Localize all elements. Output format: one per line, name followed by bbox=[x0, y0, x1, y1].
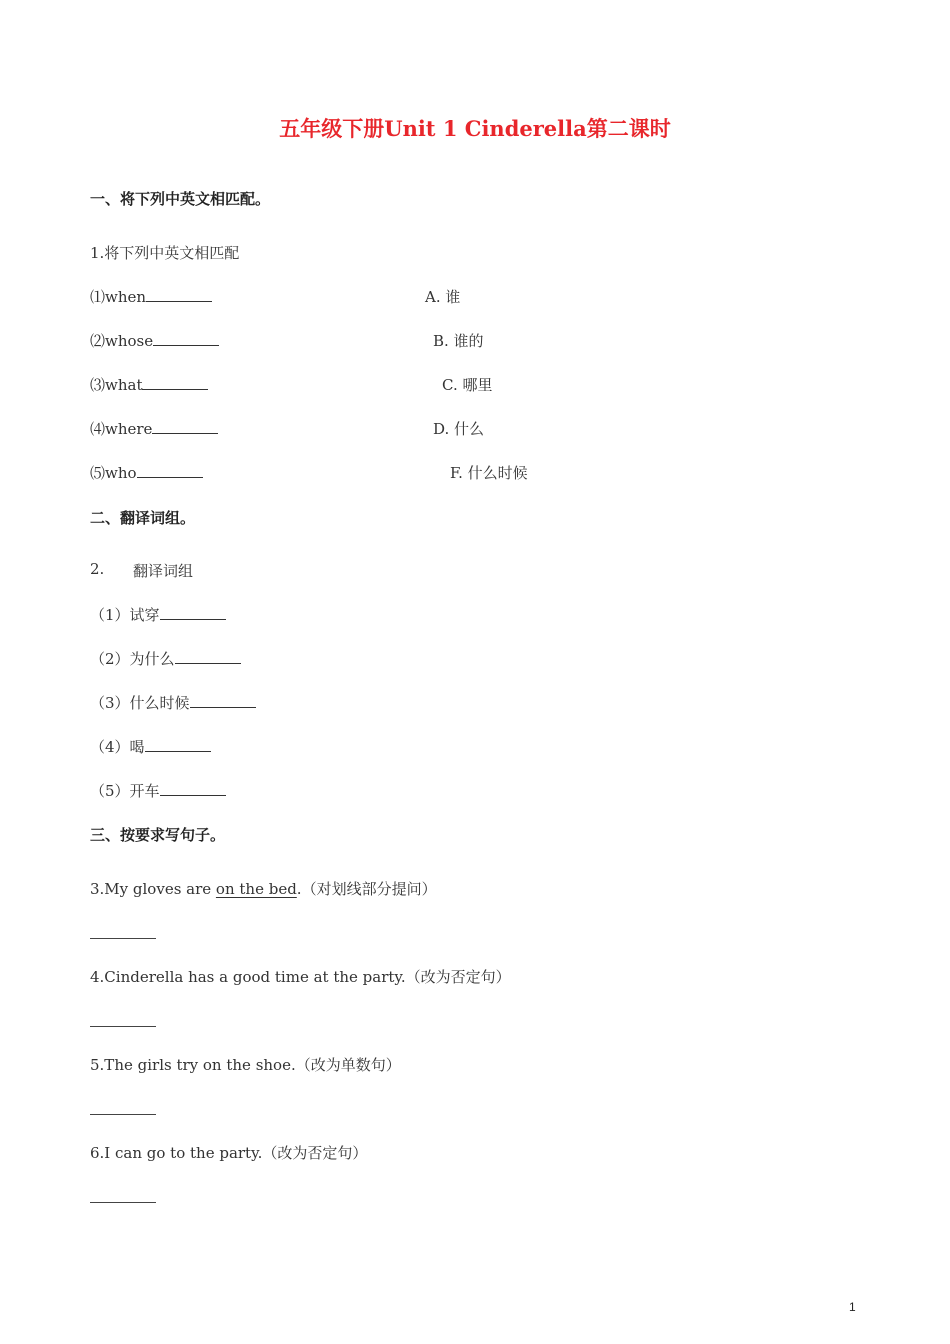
answer-line[interactable] bbox=[90, 938, 156, 939]
page-number: 1 bbox=[849, 1300, 856, 1314]
match-right-item-a: A. 谁 bbox=[425, 288, 461, 306]
match-left-item-3: ⑶what bbox=[90, 374, 208, 395]
match-left-item-5: ⑸who bbox=[90, 462, 203, 483]
answer-blank[interactable] bbox=[142, 375, 208, 390]
answer-blank[interactable] bbox=[175, 649, 241, 664]
page-title: 五年级下册Unit 1 Cinderella第二课时 bbox=[279, 116, 671, 141]
answer-line[interactable] bbox=[90, 1114, 156, 1115]
section-2-heading: 二、翻译词组。 bbox=[90, 509, 196, 527]
answer-blank[interactable] bbox=[145, 737, 211, 752]
match-left-item-1: ⑴when bbox=[90, 286, 212, 307]
answer-blank[interactable] bbox=[152, 419, 218, 434]
translate-item-5: （5）开车 bbox=[90, 780, 226, 801]
match-right-item-d: D. 什么 bbox=[433, 420, 485, 438]
translate-item-4: （4）喝 bbox=[90, 736, 211, 757]
match-right-item-b: B. 谁的 bbox=[433, 332, 484, 350]
answer-blank[interactable] bbox=[190, 693, 256, 708]
match-right-item-f: F. 什么时候 bbox=[450, 464, 528, 482]
match-left-item-4: ⑷where bbox=[90, 418, 218, 439]
question-6-text: 6.I can go to the party.（改为否定句） bbox=[90, 1144, 368, 1162]
match-right-item-c: C. 哪里 bbox=[442, 376, 493, 394]
question-3-text: 3.My gloves are on the bed.（对划线部分提问） bbox=[90, 880, 437, 898]
answer-blank[interactable] bbox=[137, 463, 203, 478]
answer-blank[interactable] bbox=[146, 287, 212, 302]
question-5-text: 5.The girls try on the shoe.（改为单数句） bbox=[90, 1056, 401, 1074]
section-1-heading: 一、将下列中英文相匹配。 bbox=[90, 190, 271, 208]
translate-item-1: （1）试穿 bbox=[90, 604, 226, 625]
answer-blank[interactable] bbox=[160, 605, 226, 620]
match-left-item-2: ⑵whose bbox=[90, 330, 219, 351]
section-3-heading: 三、按要求写句子。 bbox=[90, 826, 226, 844]
answer-line[interactable] bbox=[90, 1202, 156, 1203]
question-2-number: 2. bbox=[90, 560, 105, 578]
underlined-phrase: on the bed bbox=[215, 880, 297, 898]
answer-blank[interactable] bbox=[153, 331, 219, 346]
translate-item-2: （2）为什么 bbox=[90, 648, 241, 669]
translate-item-3: （3）什么时候 bbox=[90, 692, 256, 713]
question-2-text: 翻译词组 bbox=[133, 562, 194, 580]
question-4-text: 4.Cinderella has a good time at the party.（改为否定句） bbox=[90, 968, 511, 986]
question-1-text: 1.将下列中英文相匹配 bbox=[90, 244, 240, 262]
answer-blank[interactable] bbox=[160, 781, 226, 796]
answer-line[interactable] bbox=[90, 1026, 156, 1027]
